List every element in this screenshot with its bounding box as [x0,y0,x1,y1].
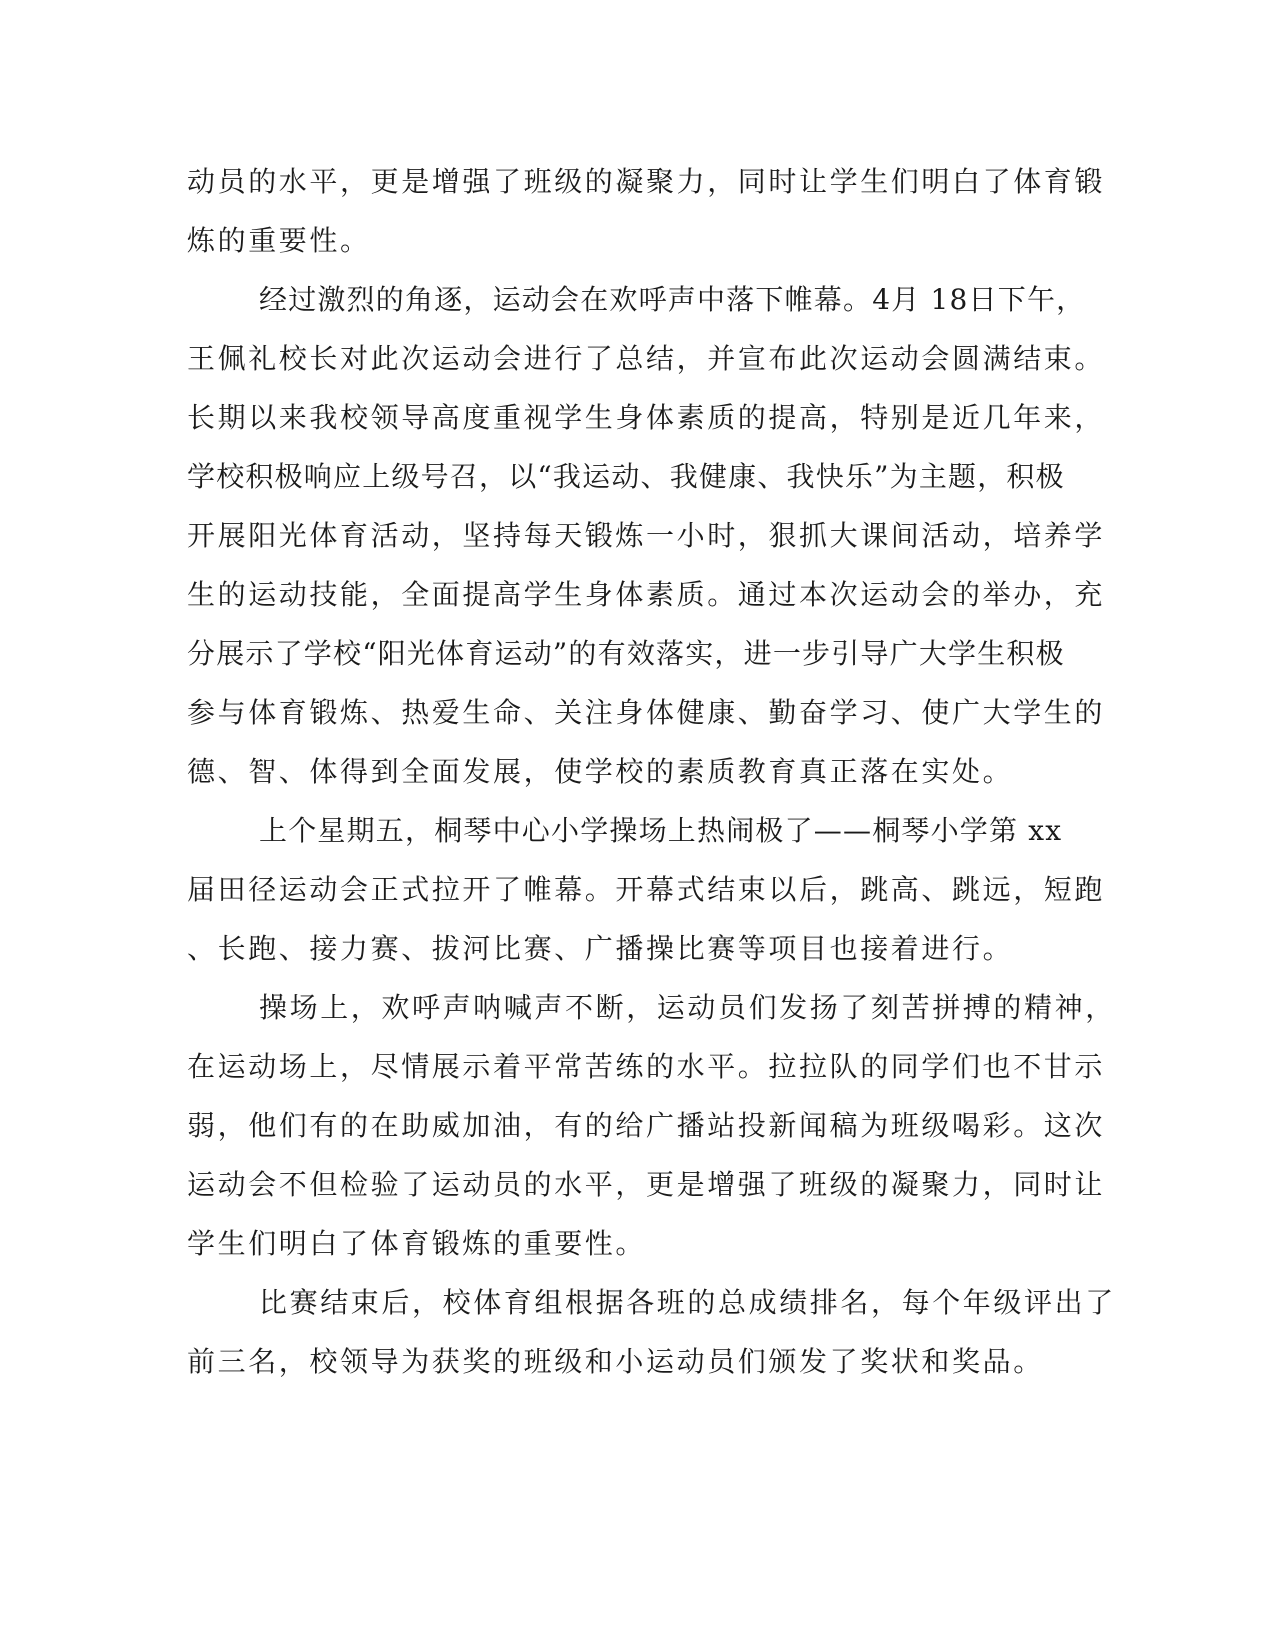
text-line: 上个星期五，桐琴中心小学操场上热闹极了——桐琴小学第 xx [259,814,1063,847]
text-line: 学校积极响应上级号召，以“我运动、我健康、我快乐”为主题，积极 [187,460,1065,493]
paragraph [187,978,1116,1273]
text-line: 分展示了学校“阳光体育运动”的有效落实，进一步引导广大学生积极 [187,637,1065,670]
text-line: 运动会不但检验了运动员的水平，更是增强了班级的凝聚力，同时让 [187,1168,1106,1201]
text-line: 王佩礼校长对此次运动会进行了总结，并宣布此次运动会圆满结束。 [187,342,1106,375]
paragraph [187,152,1106,270]
text-line: 前三名，校领导为获奖的班级和小运动员们颁发了奖状和奖品。 [187,1345,1044,1378]
text-line: 在运动场上，尽情展示着平常苦练的水平。拉拉队的同学们也不甘示 [187,1050,1106,1083]
text-line: 炼的重要性。 [187,224,371,257]
text-line: 参与体育锻炼、热爱生命、关注身体健康、勤奋学习、使广大学生的 [187,696,1106,729]
text-line: 届田径运动会正式拉开了帷幕。开幕式结束以后，跳高、跳远，短跑 [187,873,1106,906]
text-line: 长期以来我校领导高度重视学生身体素质的提高，特别是近几年来， [187,401,1106,434]
text-line: 德、智、体得到全面发展，使学校的素质教育真正落在实处。 [187,755,1014,788]
text-line: 动员的水平，更是增强了班级的凝聚力，同时让学生们明白了体育锻 [187,165,1106,198]
paragraph [187,801,1106,978]
text-line: 生的运动技能，全面提高学生身体素质。通过本次运动会的举办，充 [187,578,1106,611]
paragraph [187,1273,1116,1391]
text-line: 学生们明白了体育锻炼的重要性。 [187,1227,647,1260]
text-line: 操场上，欢呼声呐喊声不断，运动员们发扬了刻苦拼搏的精神， [259,991,1116,1024]
text-line: 、长跑、接力赛、拔河比赛、广播操比赛等项目也接着进行。 [187,932,1014,965]
text-line: 比赛结束后，校体育组根据各班的总成绩排名，每个年级评出了 [259,1286,1116,1319]
text-line: 经过激烈的角逐，运动会在欢呼声中落下帷幕。4月 18日下午， [259,283,1086,316]
paragraph [187,270,1106,801]
text-line: 弱，他们有的在助威加油，有的给广播站投新闻稿为班级喝彩。这次 [187,1109,1106,1142]
document-body [187,152,1116,1391]
text-line: 开展阳光体育活动，坚持每天锻炼一小时，狠抓大课间活动，培养学 [187,519,1106,552]
